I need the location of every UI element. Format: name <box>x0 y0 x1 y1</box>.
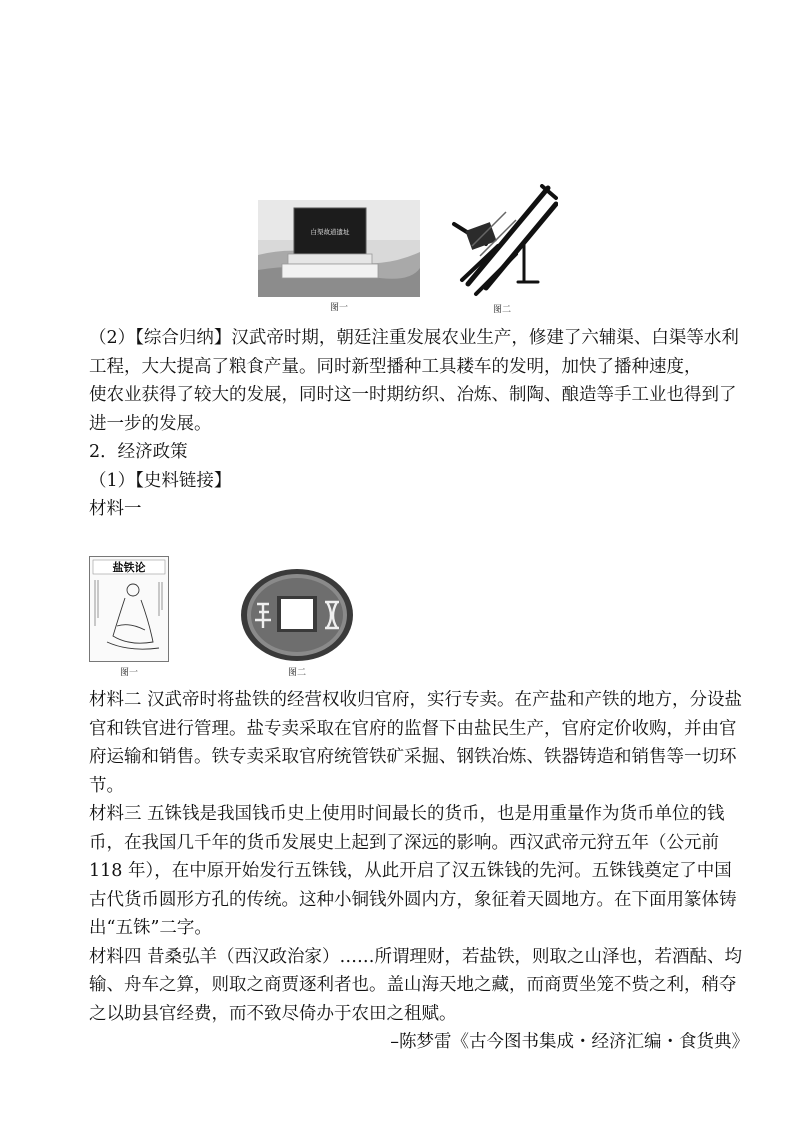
citation: –陈梦雷《古今图书集成・经济汇编・食货典》 <box>390 1032 749 1052</box>
book-title: 盐铁论 <box>112 561 146 574</box>
figure-book-cover <box>89 556 169 678</box>
figure-caption: 图二 <box>492 305 511 315</box>
section-heading-economic-policy: 2．经济政策 <box>89 442 188 462</box>
top-figure-row <box>258 200 558 315</box>
yantielun-cover <box>89 556 169 662</box>
figure-wuzhu-coin <box>239 568 355 678</box>
text-block-agriculture <box>89 324 749 524</box>
paragraph-summary: （2）【综合归纳】汉武帝时期，朝廷注重发展农业生产，修建了六辅渠、白渠等水利工程，大大提高了粮食产量。同时新型播种工具耧车的发明，加快了播种速度， <box>89 328 739 377</box>
stele-inscription: 白渠故道遗址 <box>310 228 350 236</box>
figure-caption: 图一 <box>329 303 348 313</box>
figure-stele <box>258 200 420 313</box>
paragraph-summary-cont: 使农业获得了较大的发展，同时这一时期纺织、冶炼、制陶、酿造等手工业也得到了进一步的发展。 <box>89 385 737 434</box>
material-three: 材料三 五铢钱是我国钱币史上使用时间最长的货币，也是用重量作为货币单位的钱币，在我国几千年的货币发展史上起到了深远的影响。西汉武帝元狩五年（公元前 118 年），在中原开始发行五铢钱，从此开启了汉五铢钱的先河。五铢钱奠定了中国古代货币圆形方孔的传统。这种小铜钱外圆内方，象征着天圆地方。在下面用篆体铸出“五铢”二字。 <box>89 804 737 938</box>
material-four: 材料四 昔桑弘羊（西汉政治家）……所谓理财，若盐铁，则取之山泽也，若酒酤、均输、舟车之算，则取之商贾逐利者也。盖山海天地之藏，而商贾坐笼不赀之利，稍夺之以助县官经费，而不致尽倚办于农田之租赋。 <box>89 946 743 1024</box>
figure-caption: 图一 <box>119 668 138 678</box>
stele-photo <box>258 200 420 297</box>
material-two: 材料二 汉武帝时将盐铁的经营权收归官府，实行专卖。在产盐和产铁的地方，分设盐官和铁官进行管理。盐专卖采取在官府的监督下由盐民生产，官府定价收购，并由官府运输和销售。铁专卖采取官府统管铁矿采掘、钢铁冶炼、铁器铸造和销售等一切环节。 <box>89 690 743 796</box>
subsection-heading-sources: （1）【史料链接】 <box>89 470 232 491</box>
wuzhu-coin-image <box>239 568 355 662</box>
figure-seed-drill <box>446 184 558 315</box>
seed-drill-image <box>446 184 558 299</box>
material-one-label: 材料一 <box>89 499 142 519</box>
middle-figure-row <box>89 556 355 678</box>
text-block-materials <box>89 686 749 1057</box>
figure-caption: 图二 <box>287 668 306 678</box>
